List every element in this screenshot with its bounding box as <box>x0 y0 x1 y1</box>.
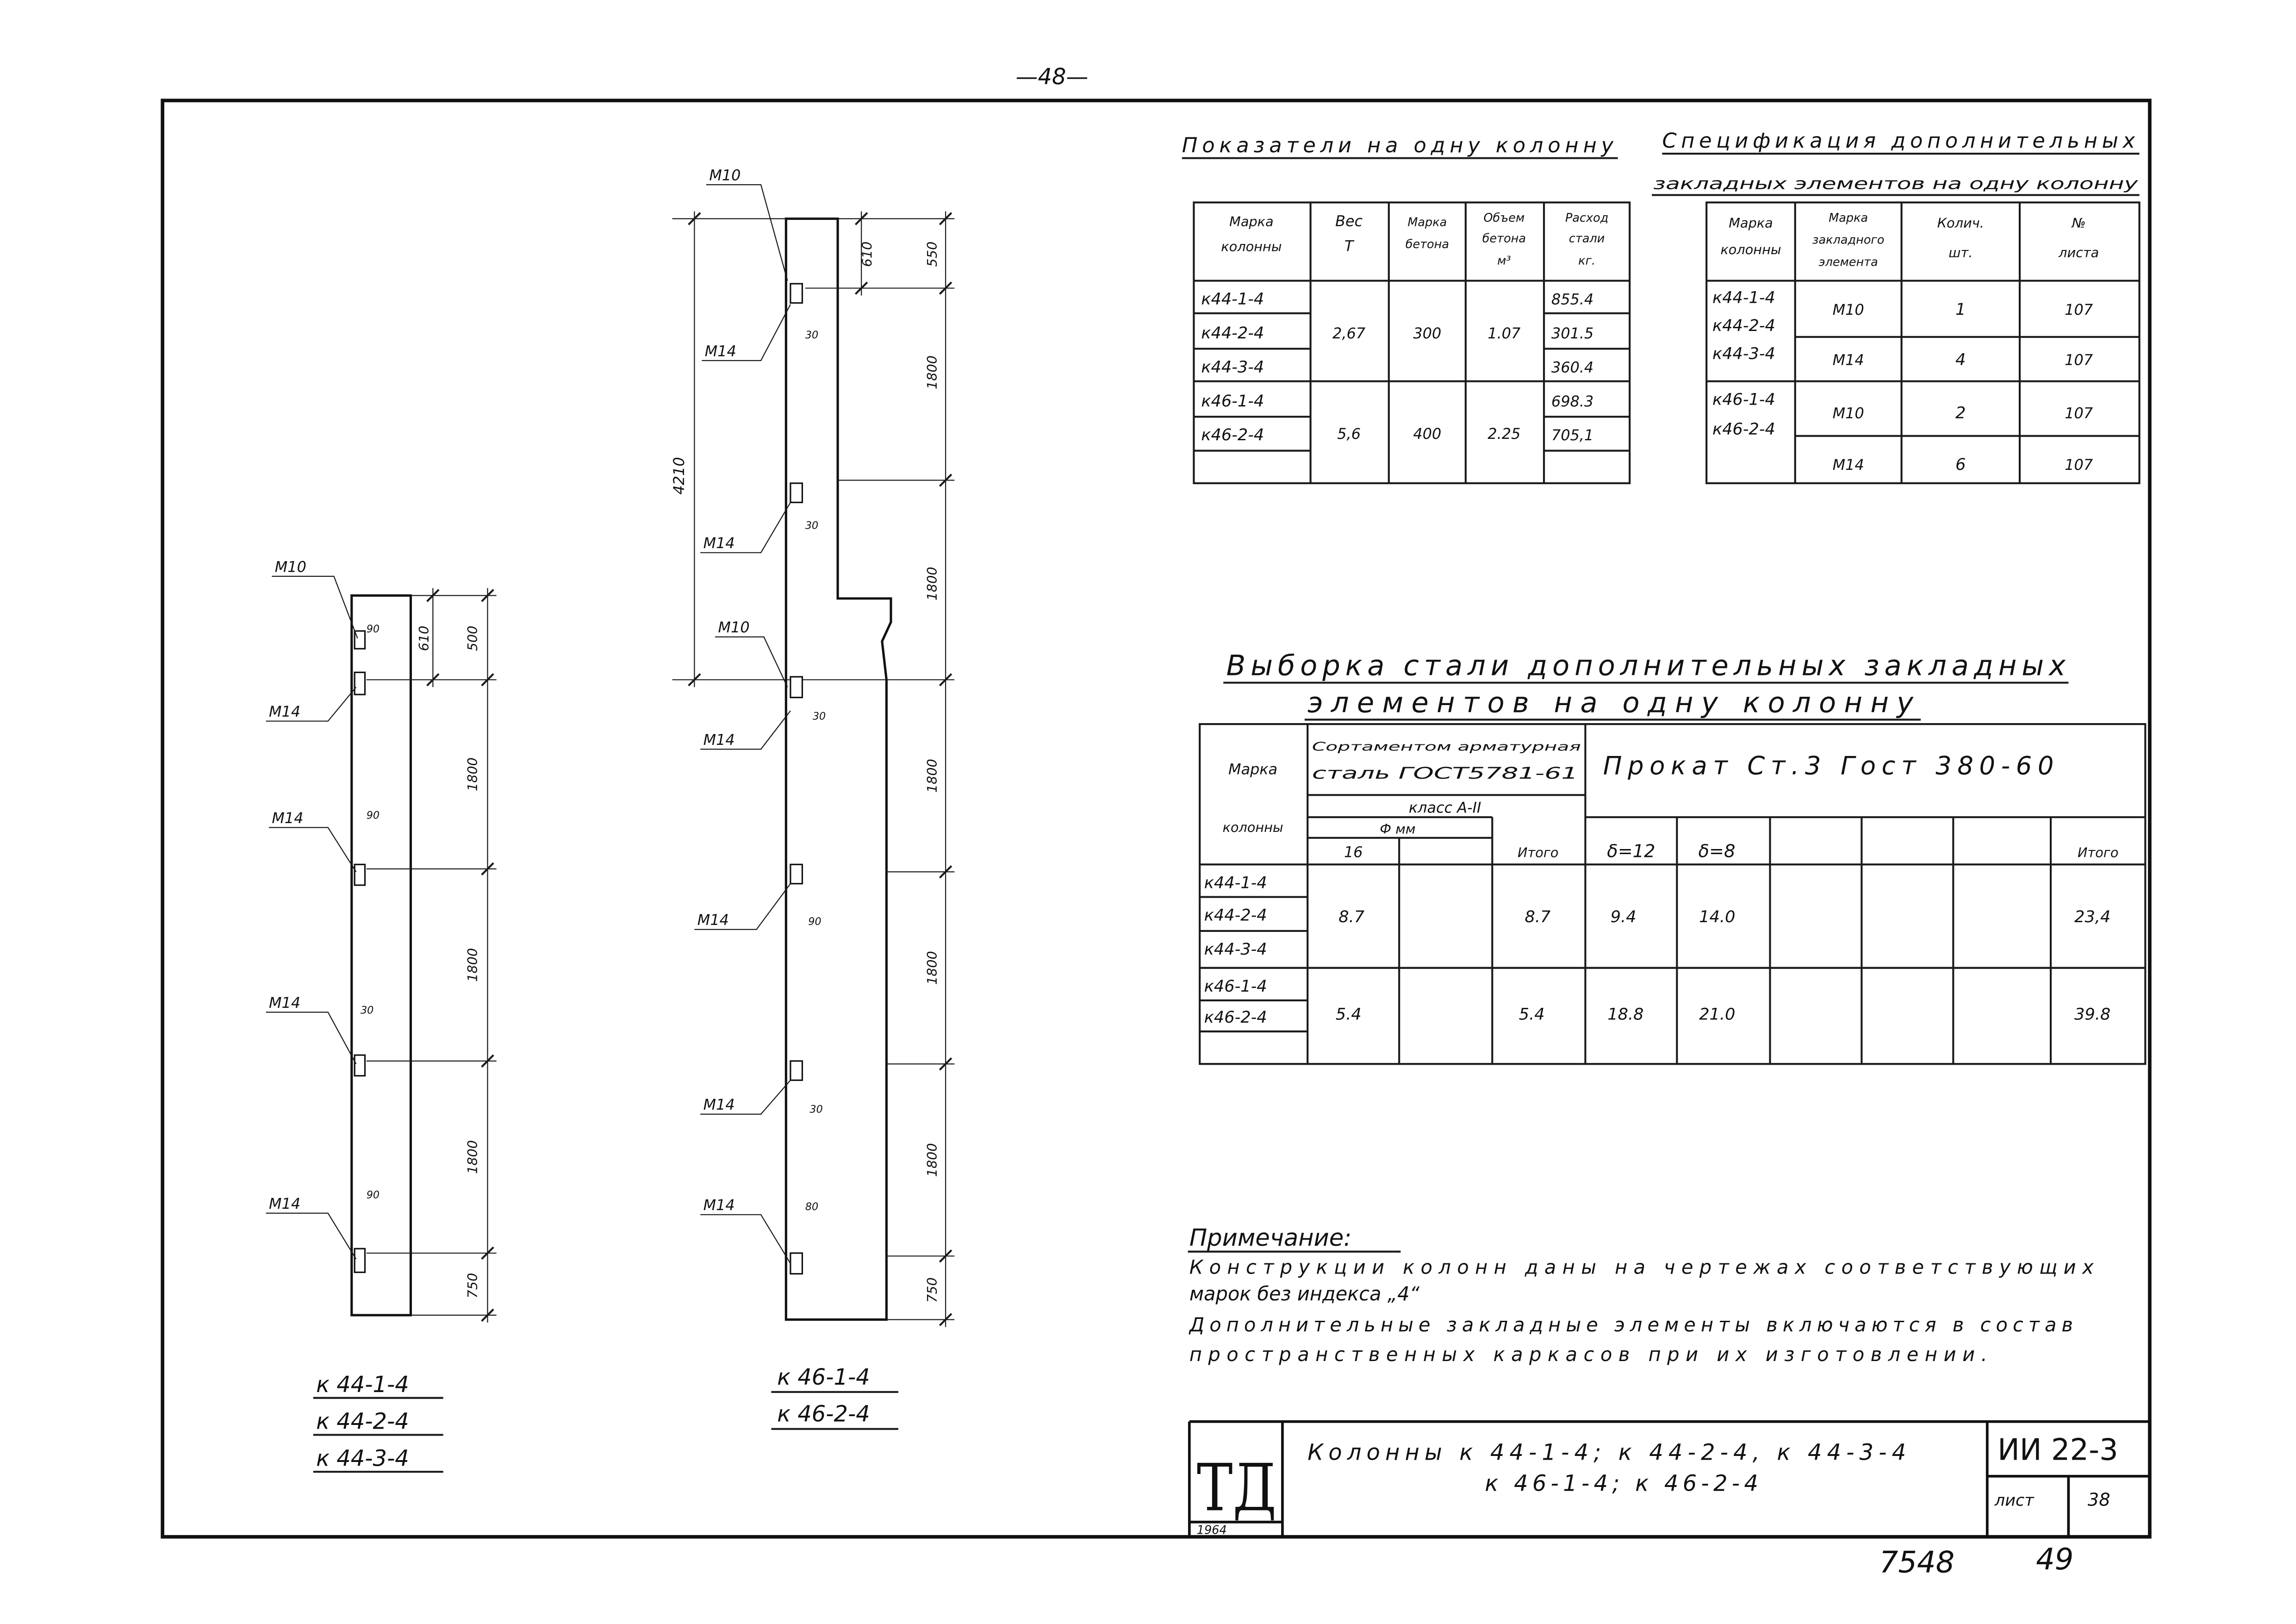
indicators-concrete-volume: 1.07 <box>1487 324 1521 342</box>
steel-selection-subheader: Итого <box>2077 844 2119 861</box>
specification-title: Спецификация дополнительных <box>1662 129 2135 153</box>
specification-table <box>1652 129 2139 483</box>
k46-element-label: М14 <box>704 342 736 360</box>
archive-page: 49 <box>2036 1542 2074 1577</box>
indicators-concrete-grade: 300 <box>1413 324 1442 342</box>
indicators-header: Вес <box>1335 212 1363 230</box>
k46-element-label: М14 <box>703 1096 735 1114</box>
k44-dim-label: 500 <box>465 625 481 651</box>
steel-selection-mark: к44-3-4 <box>1204 940 1267 959</box>
title-block <box>1189 1422 2150 1537</box>
indicators-steel: 855.4 <box>1551 290 1594 308</box>
title-block-year: 1964 <box>1196 1523 1227 1537</box>
indicators-header: Т <box>1344 237 1354 255</box>
indicators-header: кг. <box>1578 254 1596 268</box>
specification-header: № <box>2072 215 2086 231</box>
k44-dimension-ticks <box>427 590 494 1321</box>
specification-qty: 1 <box>1955 300 1966 319</box>
indicators-concrete-volume: 2.25 <box>1487 425 1521 443</box>
k44-element-label: М14 <box>269 1195 301 1213</box>
specification-column-mark: к44-2-4 <box>1712 316 1775 336</box>
embedded-plate <box>355 864 365 885</box>
notes-line: марок без индекса „4“ <box>1189 1282 1420 1305</box>
specification-header: Марка <box>1729 215 1773 231</box>
indicators-header: Марка <box>1407 215 1447 230</box>
k46-dim-label: 610 <box>859 241 875 267</box>
specification-element: М10 <box>1832 300 1864 319</box>
specification-column-mark: к44-1-4 <box>1712 288 1775 307</box>
k46-element-label: М14 <box>703 534 735 552</box>
embedded-plate <box>790 483 803 502</box>
k44-offset-label: 90 <box>366 623 380 636</box>
k44-leader-lines <box>266 576 358 1259</box>
drawing-k46 <box>670 166 954 1429</box>
steel-selection-mark: к46-1-4 <box>1204 976 1267 996</box>
specification-element: М10 <box>1832 404 1864 422</box>
k44-caption: к 44-3-4 <box>316 1446 409 1472</box>
notes-title: Примечание: <box>1189 1224 1352 1252</box>
k46-element-label: М10 <box>709 166 741 184</box>
steel-selection-table <box>1200 650 2145 1064</box>
notes <box>1188 1224 2094 1366</box>
k46-caption: к 46-1-4 <box>777 1364 870 1390</box>
specification-header: закладного <box>1812 233 1885 247</box>
specification-header: листа <box>2059 244 2099 261</box>
indicators-mark: к46-1-4 <box>1201 391 1264 411</box>
steel-selection-value: 39.8 <box>2074 1005 2111 1024</box>
steel-selection-mark: к44-1-4 <box>1204 873 1267 893</box>
embedded-plate <box>790 864 803 883</box>
steel-selection-value: 18.8 <box>1607 1005 1644 1024</box>
steel-selection-title: Выборка стали дополнительных закладных <box>1226 650 2066 682</box>
indicators-header: Объем <box>1483 211 1525 225</box>
k44-dim-label: 1800 <box>465 948 481 982</box>
notes-line: Дополнительные закладные элементы включаются в состав <box>1189 1313 2073 1336</box>
indicators-steel: 698.3 <box>1551 392 1594 410</box>
k46-offset-label: 30 <box>805 519 819 532</box>
k46-dim-label: 550 <box>924 241 940 267</box>
steel-selection-subheader: δ=8 <box>1698 841 1736 862</box>
indicators-mark: к46-2-4 <box>1201 425 1264 445</box>
k46-dim-label: 1800 <box>924 759 940 793</box>
series-code: ИИ 22-3 <box>1997 1433 2118 1468</box>
specification-header: шт. <box>1948 244 1973 261</box>
rebar-header: сталь ГОСТ5781-61 <box>1312 764 1578 783</box>
indicators-weight: 5,6 <box>1337 425 1361 443</box>
k44-dim-label: 750 <box>465 1273 481 1299</box>
embedded-plate <box>355 672 365 694</box>
k46-dim-label: 1800 <box>924 355 940 389</box>
column-k46-outline <box>786 219 891 1319</box>
specification-header: Марка <box>1829 211 1868 225</box>
k44-offset-label: 90 <box>366 1189 380 1201</box>
specification-header: элемента <box>1818 255 1878 269</box>
k46-dim-label: 1800 <box>924 1143 940 1177</box>
k46-dim-label: 750 <box>924 1277 940 1303</box>
embedded-plate <box>790 284 803 303</box>
indicators-weight: 2,67 <box>1332 324 1366 342</box>
archive-number: 7548 <box>1879 1545 1955 1580</box>
title-block-title: Колонны к 44-1-4; к 44-2-4, к 44-3-4 <box>1307 1440 1906 1466</box>
k46-overall-dim-label: 4210 <box>670 457 688 495</box>
indicators-title: Показатели на одну колонну <box>1182 133 1614 157</box>
specification-sheet: 107 <box>2065 300 2093 319</box>
indicators-steel: 301.5 <box>1551 324 1594 342</box>
k44-element-label: М14 <box>272 809 304 827</box>
steel-selection-subheader: δ=12 <box>1607 841 1655 862</box>
rebar-header: Ф мм <box>1380 821 1416 837</box>
sheet-number: 38 <box>2087 1489 2110 1511</box>
k44-dim-label: 610 <box>416 625 432 651</box>
page-number: —48— <box>1015 64 1089 90</box>
sheet-label: лист <box>1994 1491 2034 1510</box>
indicators-steel: 705,1 <box>1551 426 1594 444</box>
steel-selection-mark: к44-2-4 <box>1204 906 1267 925</box>
steel-selection-value: 14.0 <box>1699 907 1736 926</box>
k46-dim-label: 1800 <box>924 951 940 985</box>
k46-offset-label: 30 <box>812 710 826 723</box>
embedded-plate <box>355 1249 365 1272</box>
steel-selection-value: 23,4 <box>2074 907 2111 926</box>
specification-header: колонны <box>1720 242 1781 258</box>
specification-header: Колич. <box>1937 215 1984 231</box>
specification-title: закладных элементов на одну колонну <box>1653 174 2139 194</box>
specification-qty: 2 <box>1955 403 1966 423</box>
indicators-concrete-grade: 400 <box>1413 425 1442 443</box>
k46-dim-label: 1800 <box>924 567 940 601</box>
indicators-mark: к44-2-4 <box>1201 323 1264 343</box>
k44-element-label: М14 <box>269 993 301 1012</box>
indicators-header: Марка <box>1229 213 1274 230</box>
steel-selection-title: элементов на одну колонну <box>1307 687 1914 719</box>
k46-element-label: М14 <box>697 911 729 929</box>
specification-qty: 6 <box>1955 455 1966 475</box>
specification-sheet: 107 <box>2065 456 2093 474</box>
rebar-header: класс А-II <box>1408 799 1481 817</box>
steel-selection-value: 5.4 <box>1335 1005 1362 1024</box>
notes-line: пространственных каркасов при их изготовлении. <box>1189 1343 1987 1366</box>
embedded-plate <box>790 677 803 698</box>
k46-offset-label: 30 <box>805 329 819 341</box>
k46-offset-label: 80 <box>805 1201 819 1213</box>
specification-element: М14 <box>1832 351 1864 369</box>
k44-dim-label: 1800 <box>465 1140 481 1174</box>
indicators-header: м³ <box>1497 254 1511 268</box>
steel-selection-value: 21.0 <box>1699 1005 1736 1024</box>
specification-column-mark: к46-1-4 <box>1712 390 1775 409</box>
steel-selection-header: колонны <box>1222 819 1283 836</box>
steel-selection-value: 5.4 <box>1518 1005 1545 1024</box>
steel-selection-subheader: 16 <box>1344 843 1363 861</box>
specification-sheet: 107 <box>2065 404 2093 422</box>
k46-offset-label: 30 <box>809 1103 823 1116</box>
specification-column-mark: к46-2-4 <box>1712 419 1775 439</box>
indicators-header: бетона <box>1482 231 1526 246</box>
drawing-k44 <box>266 558 497 1472</box>
steel-selection-mark: к46-2-4 <box>1204 1007 1267 1027</box>
embedded-plate <box>790 1253 803 1274</box>
indicators-table <box>1182 133 1630 483</box>
steel-selection-value: 8.7 <box>1338 907 1365 926</box>
k44-dim-label: 1800 <box>465 757 481 792</box>
k44-element-label: М10 <box>274 558 306 576</box>
indicators-header: бетона <box>1405 237 1449 252</box>
k46-element-label: М14 <box>703 1196 735 1214</box>
specification-sheet: 107 <box>2065 351 2093 369</box>
specification-column-mark: к44-3-4 <box>1712 344 1775 363</box>
indicators-steel: 360.4 <box>1551 358 1594 376</box>
steel-selection-value: 8.7 <box>1524 907 1551 926</box>
steel-selection-value: 9.4 <box>1610 907 1636 926</box>
rebar-header: Сортаментом арматурная <box>1312 740 1581 754</box>
k44-caption: к 44-1-4 <box>316 1372 409 1398</box>
steel-selection-subheader: Итого <box>1518 844 1559 861</box>
indicators-mark: к44-3-4 <box>1201 357 1264 377</box>
k46-caption: к 46-2-4 <box>777 1401 870 1427</box>
k46-offset-label: 90 <box>808 916 821 928</box>
specification-qty: 4 <box>1955 350 1966 369</box>
specification-element: М14 <box>1832 456 1864 474</box>
embedded-plate <box>355 1055 365 1076</box>
k44-offset-label: 90 <box>366 809 380 822</box>
k46-element-label: М14 <box>703 731 735 749</box>
indicators-header: стали <box>1568 231 1605 246</box>
notes-line: Конструкции колонн даны на чертежах соответствующих <box>1189 1255 2094 1279</box>
embedded-plate <box>790 1061 803 1080</box>
column-k44-outline <box>352 595 411 1315</box>
rolled-header: Прокат Ст.3 Гост 380-60 <box>1603 751 2054 781</box>
k44-element-label: М14 <box>269 703 301 721</box>
title-block-title: к 46-1-4; к 46-2-4 <box>1485 1471 1758 1497</box>
indicators-mark: к44-1-4 <box>1201 289 1264 309</box>
k44-caption: к 44-2-4 <box>316 1409 409 1435</box>
org-logo: ТД <box>1196 1450 1277 1526</box>
k44-offset-label: 30 <box>360 1004 374 1017</box>
k46-element-label: М10 <box>718 618 750 637</box>
steel-selection-header: Марка <box>1228 760 1278 778</box>
indicators-header: колонны <box>1221 238 1282 255</box>
indicators-header: Расход <box>1565 211 1609 225</box>
